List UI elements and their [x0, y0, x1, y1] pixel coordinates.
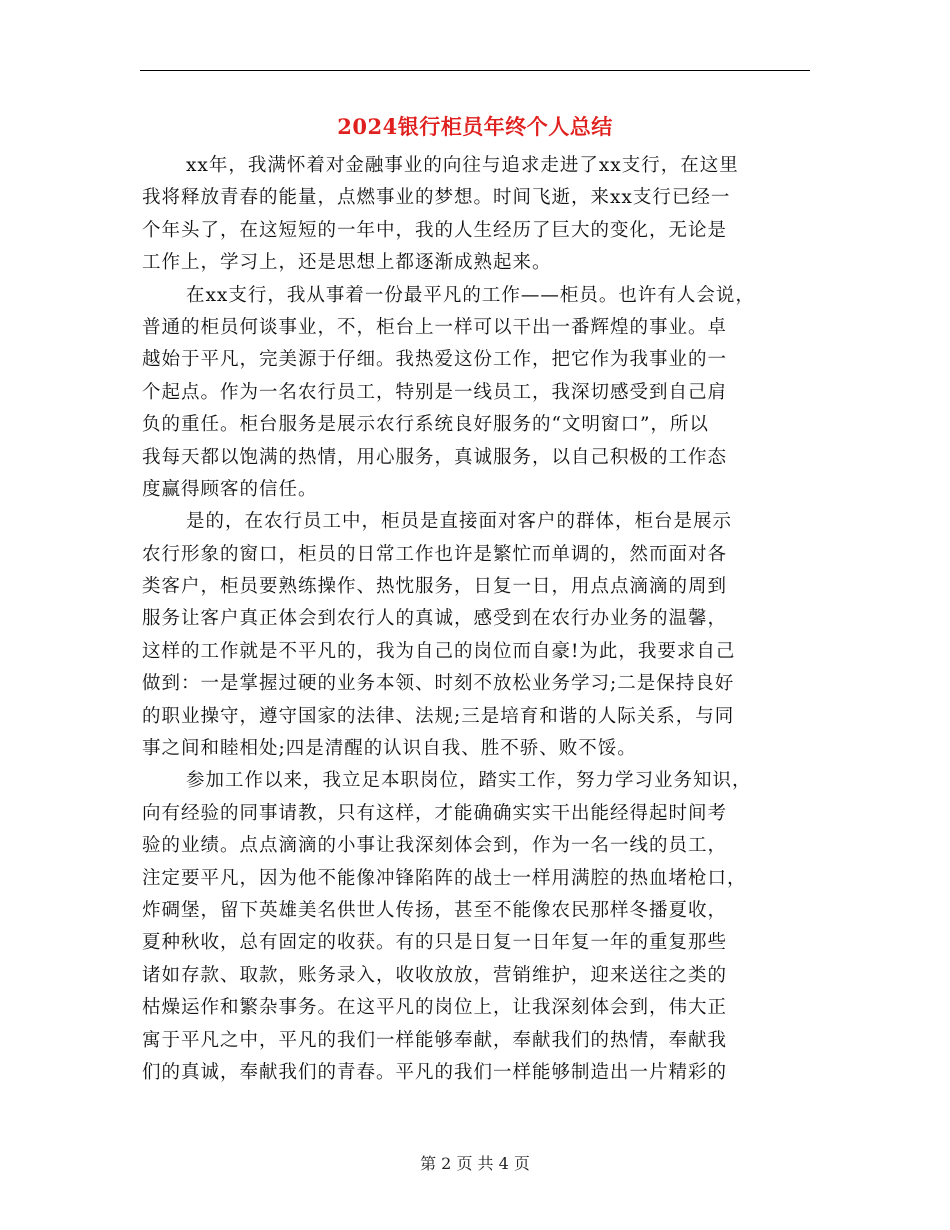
text-line: 夏种秋收，总有固定的收获。有的只是日复一日年复一年的重复那些 [142, 932, 728, 954]
page-number-label: 第 2 页 共 4 页 [420, 1154, 530, 1173]
text-line: 个年头了，在这短短的一年中，我的人生经历了巨大的变化，无论是 [142, 219, 728, 241]
text-line: 在xx支行，我从事着一份最平凡的工作——柜员。也许有人会说， [186, 284, 755, 306]
text-line: 事之间和睦相处;四是清醒的认识自我、胜不骄、败不馁。 [142, 738, 637, 760]
text-line: 是的，在农行员工中，柜员是直接面对客户的群体，柜台是展示 [186, 511, 733, 533]
text-line: 枯燥运作和繁杂事务。在这平凡的岗位上，让我深刻体会到，伟大正 [142, 997, 728, 1019]
text-line: 这样的工作就是不平凡的，我为自己的岗位而自豪!为此，我要求自己 [142, 640, 736, 662]
text-line: 服务让客户真正体会到农行人的真诚，感受到在农行办业务的温馨， [142, 608, 728, 630]
document-title: 2024银行柜员年终个人总结 [337, 114, 613, 139]
text-line: 做到：一是掌握过硬的业务本领、时刻不放松业务学习;二是保持良好 [142, 673, 735, 695]
paragraph-4 [142, 765, 812, 1089]
text-line: 我将释放青春的能量，点燃事业的梦想。时间飞逝，来xx支行已经一 [142, 187, 731, 209]
text-line: 我每天都以饱满的热情，用心服务，真诚服务，以自己积极的工作态 [142, 446, 728, 468]
text-line: 验的业绩。点点滴滴的小事让我深刻体会到，作为一名一线的员工， [142, 835, 728, 857]
text-line: 个起点。作为一名农行员工，特别是一线员工，我深切感受到自己肩 [142, 381, 728, 403]
text-line: 负的重任。柜台服务是展示农行系统良好服务的“文明窗口”，所以 [142, 414, 709, 436]
text-line: 的职业操守，遵守国家的法律、法规;三是培育和谐的人际关系，与同 [142, 705, 735, 727]
document-body [142, 150, 812, 1089]
paragraph-2 [142, 280, 812, 507]
text-line: 炸碉堡，留下英雄美名供世人传扬，甚至不能像农民那样冬播夏收， [142, 899, 728, 921]
text-line: 们的真诚，奉献我们的青春。平凡的我们一样能够制造出一片精彩的 [142, 1061, 728, 1083]
text-line: 注定要平凡，因为他不能像冲锋陷阵的战士一样用满腔的热血堵枪口， [142, 867, 747, 889]
text-line: 参加工作以来，我立足本职岗位，踏实工作，努力学习业务知识， [186, 770, 752, 792]
header-rule [140, 70, 810, 71]
text-line: 诸如存款、取款，账务录入，收收放放，营销维护，迎来送往之类的 [142, 964, 728, 986]
paragraph-1 [142, 150, 812, 280]
page-footer [140, 1152, 810, 1176]
text-line: 向有经验的同事请教，只有这样，才能确确实实干出能经得起时间考 [142, 802, 728, 824]
text-line: 越始于平凡，完美源于仔细。我热爱这份工作，把它作为我事业的一 [142, 349, 728, 371]
text-line: 普通的柜员何谈事业，不，柜台上一样可以干出一番辉煌的事业。卓 [142, 316, 728, 338]
text-line: xx年，我满怀着对金融事业的向往与追求走进了xx支行，在这里 [186, 155, 739, 176]
text-line: 度赢得顾客的信任。 [142, 478, 318, 500]
text-line: 农行形象的窗口，柜员的日常工作也许是繁忙而单调的，然而面对各 [142, 543, 728, 565]
text-line: 类客户，柜员要熟练操作、热忱服务，日复一日，用点点滴滴的周到 [142, 576, 728, 598]
paragraph-3 [142, 506, 812, 765]
text-line: 工作上，学习上，还是思想上都逐渐成熟起来。 [142, 252, 552, 274]
text-line: 寓于平凡之中，平凡的我们一样能够奉献，奉献我们的热情，奉献我 [142, 1029, 728, 1051]
